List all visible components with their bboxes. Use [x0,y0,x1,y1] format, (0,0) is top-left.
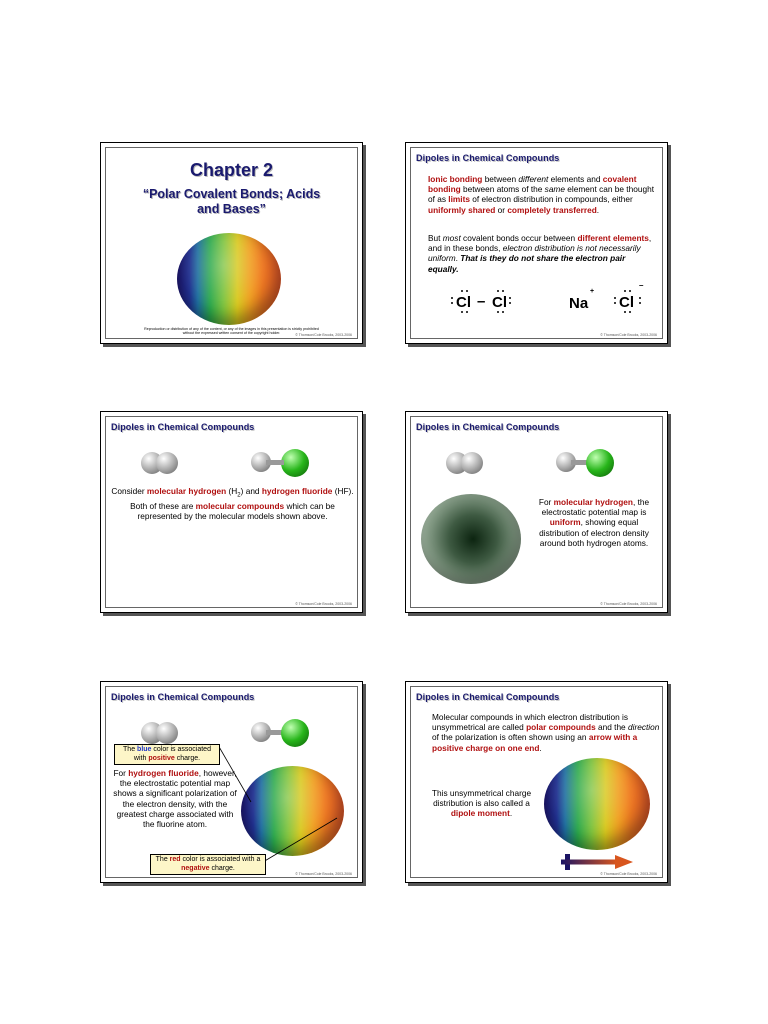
slide-footer: © Thomson/Cole Brooks, 2003-2006 [295,602,352,606]
electrostatic-potential-map-image [177,233,281,325]
cl2-bond: – [477,293,486,310]
negative-charge-callout: The red color is associated with a negative charge. [150,854,266,875]
slide-header: Dipoles in Chemical Compounds [416,692,560,702]
polar-bond-paragraph: But most covalent bonds occur between different elements, and in these bonds, electron distribution is not necessarily uniform. That is they do not share the electron pair equally. [428,233,652,274]
cl-charge: – [639,281,644,290]
dipole-arrow-icon [559,850,639,874]
slide-footer: © Thomson/Cole Brooks, 2003-2006 [600,602,657,606]
positive-charge-callout: The blue color is associated with positive charge. [114,744,220,765]
cl2-atom-left: Cl [456,294,471,311]
slide-header: Dipoles in Chemical Compounds [111,422,255,432]
slide-1 [100,142,363,344]
hydrogen-atom-icon [156,452,178,474]
slide-footer: © Thomson/Cole Brooks, 2003-2006 [295,872,352,876]
chapter-title: Chapter 2 [189,160,274,180]
hydrogen-atom-icon [461,452,483,474]
hf-map-description: For hydrogen fluoride, however, the electrostatic potential map shows a significant polarization of the electron density, with the greatest charge associated with the fluorine atom. [113,768,237,830]
molecule-description: Consider molecular hydrogen $(H_2)$ and hydrogen fluoride (HF). Both of these are molecular compounds which can be represented by the molecular models shown above. [111,486,354,522]
polar-compounds-paragraph: Molecular compounds in which electron distribution is unsymmetrical are called polar compounds and the direction of the polarization is often shown using an arrow with a positive charge on one end. [432,712,660,753]
slide-footer: © Thomson/Cole Brooks, 2003-2006 [295,333,352,337]
fluorine-atom-icon [281,449,309,477]
hydrogen-map-description: For molecular hydrogen, the electrostatic potential map is uniform, showing equal distribution of electron density around both hydrogen atoms. [538,497,650,548]
slide-header: Dipoles in Chemical Compounds [416,422,560,432]
slide-header: Dipoles in Chemical Compounds [416,153,560,163]
hydrogen-potential-map-image [421,494,521,584]
lewis-structures [406,281,668,341]
slide-footer: © Thomson/Cole Brooks, 2003-2006 [600,333,657,337]
na-charge: + [590,288,595,295]
slide-5 [100,681,363,883]
slide-3 [100,411,363,613]
cl2-atom-right: Cl [492,294,507,311]
nacl-cl-atom: Cl [619,294,634,311]
na-atom: Na [569,295,589,312]
dipole-moment-paragraph: This unsymmetrical charge distribution is also called a dipole moment. [431,788,532,819]
ionic-covalent-paragraph: Ionic bonding between different elements and covalent bonding between atoms of the same element can be thought of as limits of electron distribution in compounds, either uniformly shared or completely transferred. [428,174,654,215]
slide-footer: © Thomson/Cole Brooks, 2003-2006 [600,872,657,876]
copyright-notice: Reproduction or distribution of any of the content, or any of the images in this presentation is strictly prohibited without the expressed written consent of the copyright holder. [144,327,319,336]
slide-2 [405,142,668,344]
bond-icon [266,460,284,465]
dipole-potential-map-image [544,758,650,850]
slide-4 [405,411,668,613]
chapter-subtitle: “Polar Covalent Bonds; Acids and Bases” [142,187,321,216]
slide-header: Dipoles in Chemical Compounds [111,692,255,702]
fluorine-atom-icon [586,449,614,477]
slide-6 [405,681,668,883]
